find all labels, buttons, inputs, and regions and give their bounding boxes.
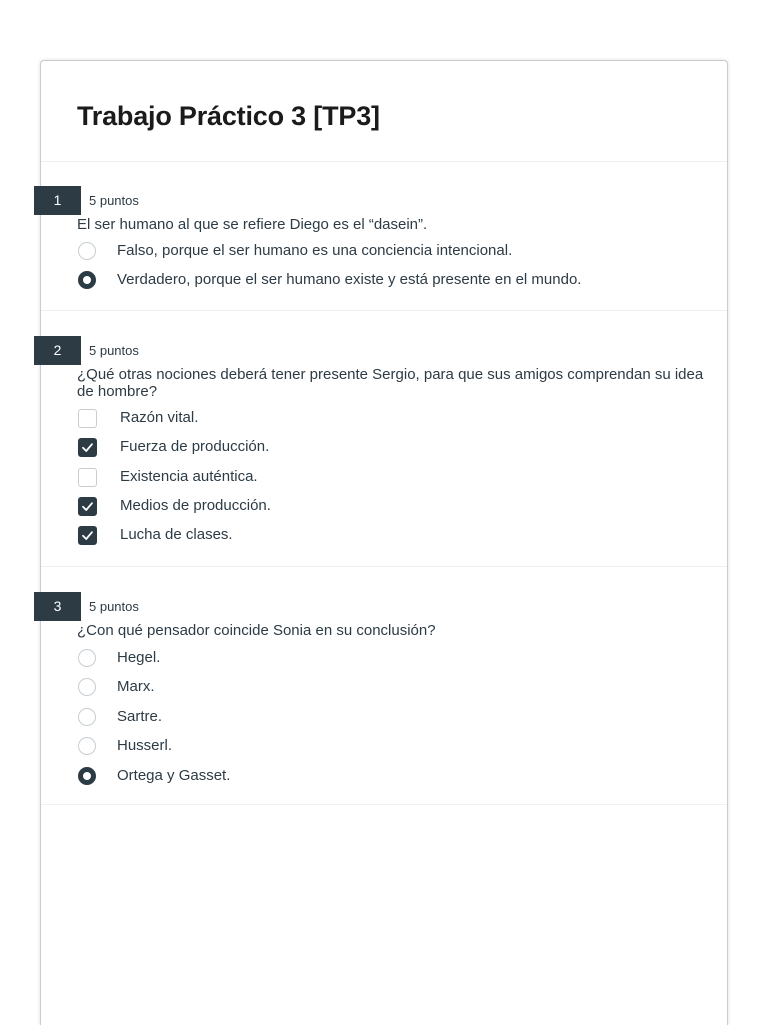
answer-label: Ortega y Gasset. [117, 767, 231, 784]
check-icon [81, 441, 94, 454]
radio-button[interactable] [78, 708, 96, 726]
answer-label: Verdadero, porque el ser humano existe y está presente en el mundo. [117, 271, 582, 288]
answer-label: Existencia auténtica. [120, 468, 258, 485]
radio-button[interactable] [78, 649, 96, 667]
question-number-badge: 2 [34, 336, 81, 365]
answer-label: Fuerza de producción. [120, 438, 270, 455]
answer-option[interactable] [77, 707, 717, 729]
question-points: 5 puntos [89, 193, 139, 208]
radio-button[interactable] [78, 767, 96, 785]
checkbox[interactable] [78, 497, 97, 516]
question-number-badge: 3 [34, 592, 81, 621]
answer-option[interactable] [77, 496, 717, 518]
radio-button[interactable] [78, 271, 96, 289]
answer-option[interactable] [77, 437, 717, 459]
title-divider [41, 161, 727, 162]
answer-label: Husserl. [117, 737, 173, 754]
question-divider [41, 310, 727, 311]
question-points: 5 puntos [89, 599, 139, 614]
check-icon [81, 500, 94, 513]
question-text: El ser humano al que se refiere Diego es el “dasein”. [77, 216, 428, 233]
checkbox[interactable] [78, 438, 97, 457]
answer-label: Falso, porque el ser humano es una conciencia intencional. [117, 242, 513, 259]
answer-label: Lucha de clases. [120, 526, 233, 543]
answer-option[interactable] [77, 648, 717, 670]
checkbox[interactable] [78, 526, 97, 545]
answer-option[interactable] [77, 766, 717, 788]
checkbox[interactable] [78, 409, 97, 428]
question-text: ¿Con qué pensador coincide Sonia en su conclusión? [77, 622, 436, 639]
answer-label: Marx. [117, 678, 155, 695]
question-points: 5 puntos [89, 343, 139, 358]
answer-option[interactable] [77, 525, 717, 547]
answer-option[interactable] [77, 241, 717, 263]
answer-label: Medios de producción. [120, 497, 271, 514]
answer-option[interactable] [77, 736, 717, 758]
answer-option[interactable] [77, 467, 717, 489]
question-divider [41, 566, 727, 567]
question-text: ¿Qué otras nociones deberá tener presente Sergio, para que sus amigos comprendan su idea de hombre? [77, 366, 704, 400]
radio-button[interactable] [78, 678, 96, 696]
question-number-badge: 1 [34, 186, 81, 215]
answer-label: Hegel. [117, 649, 161, 666]
quiz-card [40, 60, 728, 1025]
radio-button[interactable] [78, 242, 96, 260]
radio-button[interactable] [78, 737, 96, 755]
answer-label: Sartre. [117, 708, 163, 725]
page-title: Trabajo Práctico 3 [TP3] [77, 101, 380, 131]
answer-option[interactable] [77, 408, 717, 430]
answer-option[interactable] [77, 270, 717, 292]
checkbox[interactable] [78, 468, 97, 487]
answer-label: Razón vital. [120, 409, 199, 426]
answer-option[interactable] [77, 677, 717, 699]
check-icon [81, 529, 94, 542]
question-divider [41, 804, 727, 805]
